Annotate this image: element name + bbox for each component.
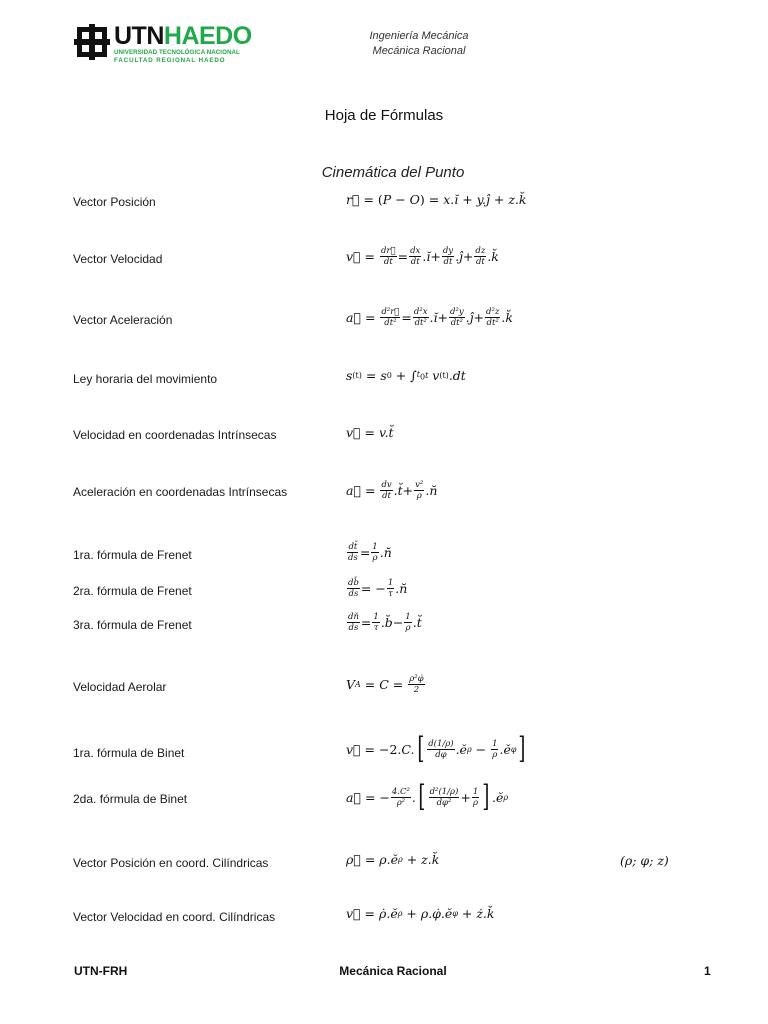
footer-institution: UTN-FRH	[74, 964, 128, 978]
formula-velocidad-intrinsecas: v⃗ = v.t̆	[346, 425, 394, 440]
formula-velocidad-aerolar: V A = C = $\frac{\text{ρ²φ̇}}{2}$	[346, 674, 424, 695]
logo-university-line: UNIVERSIDAD TECNOLÓGICA NACIONAL	[114, 49, 240, 56]
formula-binet-1: v⃗ = −2. C. [ $\frac{d(1/\rho)}{d\varphi}$ .ĕ ρ − $\frac{1}{\rho}$ .ĕ φ ]	[346, 731, 526, 766]
document-title: Hoja de Fórmulas	[324, 107, 444, 124]
utn-haedo-logo	[74, 24, 254, 64]
formula-aceleracion-intrinsecas: a⃗ = $\frac{dv}{dt}$ .t̆ + $\frac{\text{v²}}{\rho}$ .n̆	[346, 480, 438, 501]
cylindrical-coords-note: (ρ; φ; z)	[620, 853, 669, 868]
page-number: 1	[704, 964, 711, 978]
formula-posicion-cilindricas: ρ⃗ = ρ.ĕ ρ + z.k̆	[346, 852, 440, 867]
label-frenet-2: 2ra. fórmula de Frenet	[73, 584, 192, 598]
label-vector-velocidad: Vector Velocidad	[73, 252, 163, 266]
label-aceleracion-intrinsecas: Aceleración en coordenadas Intrínsecas	[73, 485, 288, 499]
formula-vector-velocidad: v⃗ = $\frac{dr⃗}{dt}$ = $\frac{dx}{dt}$ .ĭ + $\frac{dy}{dt}$ .ĵ + $\frac{dz}{dt}$ .k̆	[346, 246, 499, 267]
formula-velocidad-cilindricas: v⃗ = ρ̇.ĕ ρ + ρ.φ̇.ĕ φ + ż.k̆	[346, 906, 495, 921]
course-career: Ingeniería Mecánica	[369, 30, 469, 42]
formula-frenet-2: $\frac{db̆}{ds}$ = − $\frac{1}{\tau}$ .n̆	[348, 578, 408, 599]
label-vector-posicion: Vector Posición	[73, 195, 156, 209]
label-velocidad-intrinsecas: Velocidad en coordenadas Intrínsecas	[73, 428, 277, 442]
label-vector-aceleracion: Vector Aceleración	[73, 313, 173, 327]
label-velocidad-cilindricas: Vector Velocidad en coord. Cilíndricas	[73, 910, 276, 924]
formula-frenet-3: $\frac{dn̆}{ds}$ = $\frac{1}{\tau}$ .b̆ − $\frac{1}{\rho}$ .t̆	[348, 612, 422, 633]
label-frenet-1: 1ra. fórmula de Frenet	[73, 548, 192, 562]
label-frenet-3: 3ra. fórmula de Frenet	[73, 618, 192, 632]
formula-frenet-1: $\frac{dt̆}{ds}$ = $\frac{1}{\rho}$ .n̆	[348, 542, 392, 563]
course-subject: Mecánica Racional	[372, 45, 466, 57]
logo-faculty-line: FACULTAD REGIONAL HAEDO	[114, 57, 226, 64]
label-posicion-cilindricas: Vector Posición en coord. Cilíndricas	[73, 856, 269, 870]
formula-vector-aceleracion: a⃗ = $\frac{\text{d²r⃗}}{\text{dt²}}$ = $\frac{\text{d²x}}{\text{dt²}}$ .ĭ + $\frac{\text{d²y}}{\text{dt²}}$ .ĵ + $\frac{\text{d²z}}{\text{dt²}}$ .k̆	[346, 307, 513, 328]
label-ley-horaria: Ley horaria del movimiento	[73, 372, 218, 386]
formula-binet-2: a⃗ = − $\frac{\text{4.C²}}{\text{ρ²}}$ . [ $\frac{\text{d²(1/ρ)}}{\text{dφ²}}$ + $\frac{1}{\rho}$ ] .ĕ ρ	[346, 779, 509, 814]
footer-subject: Mecánica Racional	[339, 964, 447, 978]
formula-vector-posicion: r⃗ = ( P − O ) = x.ĭ + y.ĵ + z.k̆	[346, 192, 527, 207]
label-binet-2: 2da. fórmula de Binet	[73, 792, 188, 806]
utn-emblem-icon	[74, 24, 110, 60]
label-velocidad-aerolar: Velocidad Aerolar	[73, 680, 167, 694]
label-binet-1: 1ra. fórmula de Binet	[73, 746, 185, 760]
formula-ley-horaria: s (t) = s 0 + ∫ $t_0$ t v (t) .dt	[346, 368, 466, 383]
logo-wordmark: UTNHAEDO	[114, 22, 252, 50]
section-title: Cinemática del Punto	[321, 164, 465, 181]
